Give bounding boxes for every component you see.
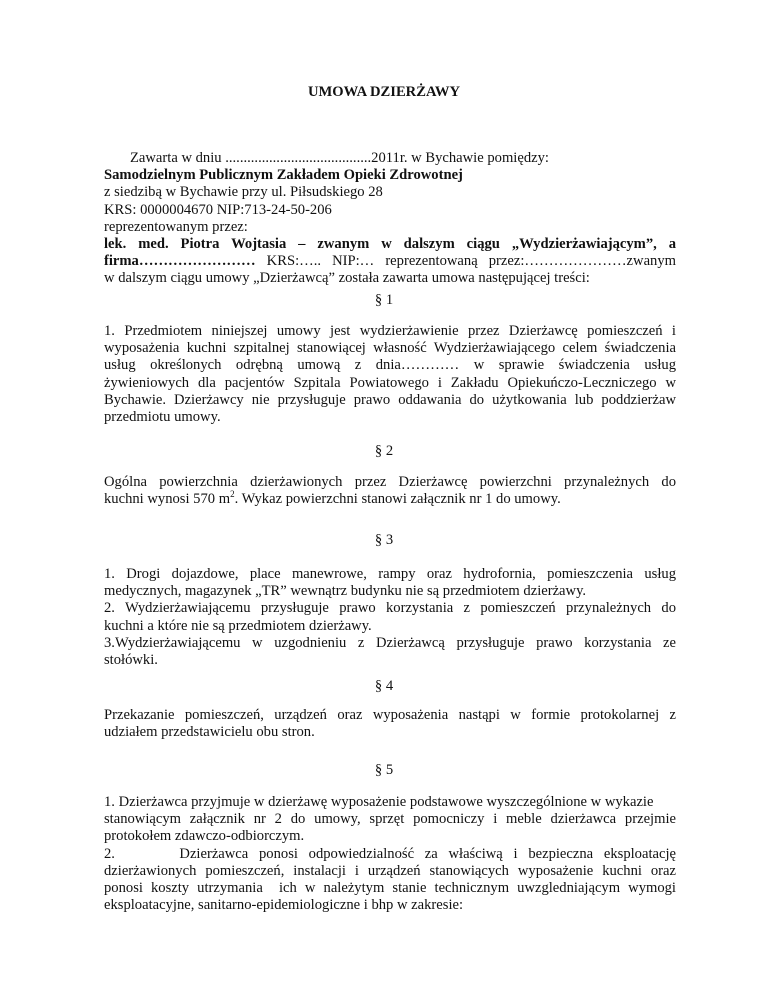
area-unit-exponent: 2	[230, 489, 235, 500]
intro-krs-nip: KRS: 0000004670 NIP:713-24-50-206	[104, 201, 332, 218]
section-4-line: udziałem przedstawicielu obu stron.	[104, 724, 315, 741]
section-5-heading: § 5	[374, 762, 394, 778]
section-1-line: 1. Przedmiotem niniejszej umowy jest wydzierżawienie przez Dzierżawcę pomieszczeń i	[104, 323, 676, 339]
section-5-line: ponosi koszty utrzymania ich w należytym stanie technicznym uwzgledniającym wymogi	[104, 880, 676, 897]
section-1-line: wyposażenia kuchni szpitalnej stanowiącej własność Wydzierżawiającego celem świadczenia	[104, 340, 676, 357]
section-1-heading: § 1	[374, 292, 394, 308]
intro-date-line: Zawarta w dniu ........................................2011r. w Bychawie pomiędzy:	[130, 150, 549, 166]
section-1-line: usług określonych odrębną umową z dnia………… w sprawie świadczenia usług	[104, 357, 676, 374]
intro-firm-line	[104, 253, 676, 270]
section-3-line: stołówki.	[104, 652, 158, 669]
section-1-line: żywieniowych dla pacjentów Szpitala Powiatowego i Zakładu Opiekuńczo-Leczniczego w	[104, 374, 676, 391]
intro-closing: w dalszym ciągu umowy „Dzierżawcą” została zawarta umowa następującej treści:	[104, 270, 590, 287]
intro-address: z siedzibą w Bychawie przy ul. Piłsudskiego 28	[104, 184, 383, 201]
document-title: UMOWA DZIERŻAWY	[307, 84, 461, 100]
section-2-heading: § 2	[374, 443, 394, 459]
section-3-line: 3.Wydzierżawiającemu w uzgodnieniu z Dzierżawcą przysługuje prawo korzystania ze	[104, 634, 676, 651]
section-2-line: Ogólna powierzchnia dzierżawionych przez Dzierżawcę powierzchni przynależnych do	[104, 474, 676, 490]
section-3-line: 1. Drogi dojazdowe, place manewrowe, rampy oraz hydrofornia, pomieszczenia usług	[104, 566, 676, 582]
intro-represented: reprezentowanym przez:	[104, 218, 248, 235]
section-5-line: eksploatacyjne, sanitarno-epidemiologiczne i bhp w zakresie:	[104, 897, 464, 914]
section-3-line: kuchni a które nie są przedmiotem dzierżawy.	[104, 617, 372, 634]
section-3-line: 2. Wydzierżawiającemu przysługuje prawo korzystania z pomieszczeń przynależnych do	[104, 600, 676, 617]
intro-representative: lek. med. Piotra Wojtasia – zwanym w dalszym ciągu „Wydzierżawiającym”, a	[104, 236, 676, 253]
section-4-heading: § 4	[374, 678, 394, 694]
section-3-body	[104, 566, 676, 669]
area-text-cont: . Wykaz powierzchni stanowi załącznik nr 1 do umowy.	[234, 491, 561, 508]
section-5-line: 1. Dzierżawca przyjmuje w dzierżawę wyposażenie podstawowe wyszczególnione w wykazie	[104, 794, 654, 810]
intro-firm-details: KRS:….. NIP:… reprezentowaną przez:…………………zwanym	[255, 253, 676, 270]
section-1-line: przedmiotu umowy.	[104, 409, 221, 426]
section-4-line: Przekazanie pomieszczeń, urządzeń oraz wyposażenia nastąpi w formie protokolarnej z	[104, 707, 676, 723]
section-1-body	[104, 323, 676, 426]
section-3-heading: § 3	[374, 532, 394, 548]
section-5-line: 2. Dzierżawca ponosi odpowiedzialność za właściwą i bezpieczna eksploatację	[104, 845, 676, 862]
intro-firm: firma……………………	[104, 253, 256, 270]
intro-party-name: Samodzielnym Publicznym Zakładem Opieki Zdrowotnej	[104, 167, 463, 184]
section-1-line: Bychawie. Dzierżawcy nie przysługuje prawo oddawania do użytkowania lub poddzierżaw	[104, 391, 676, 408]
section-5-line: stanowiącym załącznik nr 2 do umowy, sprzęt pomocniczy i meble dzierżawca przejmie	[104, 811, 676, 828]
section-2-body	[104, 474, 676, 508]
section-4-body	[104, 707, 676, 741]
area-text: kuchni wynosi 570 m	[104, 491, 231, 508]
section-5-line: dzierżawionych pomieszczeń, instalacji i urządzeń stanowiących wyposażenie kuchni oraz	[104, 862, 676, 879]
section-3-line: medycznych, magazynek „TR” wewnątrz budynku nie są przedmiotem dzierżawy.	[104, 583, 587, 600]
section-2-line	[104, 491, 676, 508]
section-5-body	[104, 794, 676, 914]
section-5-line: protokołem zdawczo-odbiorczym.	[104, 828, 305, 845]
intro-block	[104, 150, 676, 288]
